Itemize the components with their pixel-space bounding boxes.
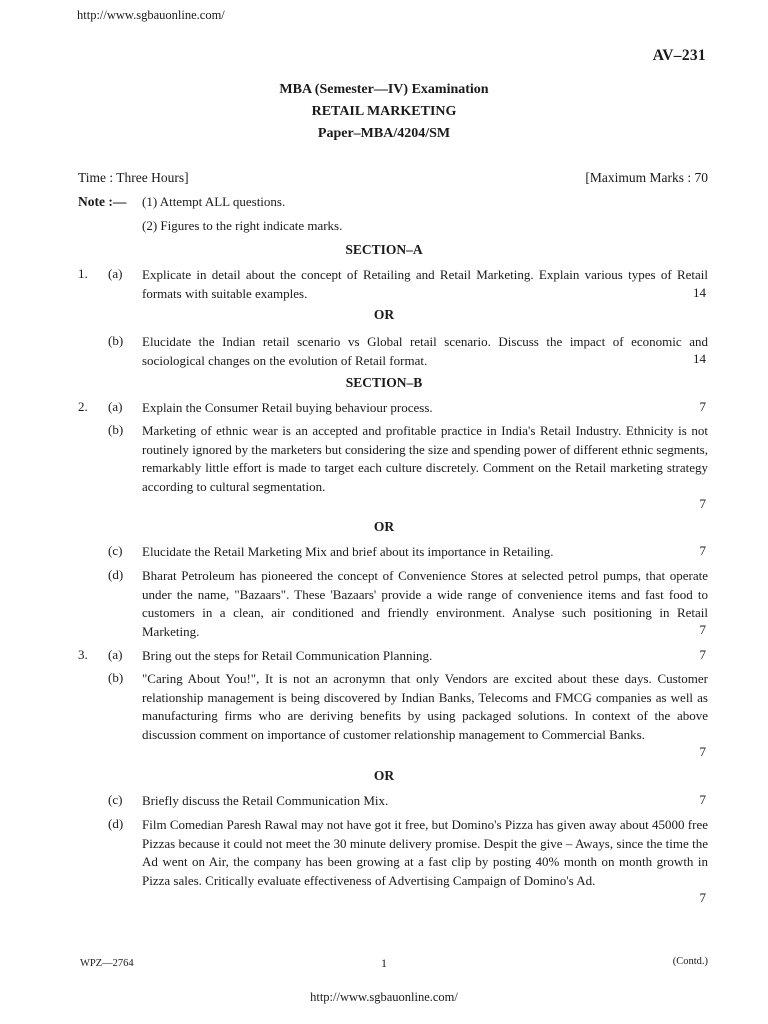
question-text: Explain the Consumer Retail buying behaviour process. [142, 400, 433, 415]
question-marks: 14 [693, 351, 706, 366]
question-marks: 14 [693, 285, 706, 300]
note-item: (1) Attempt ALL questions. [142, 194, 286, 209]
page-number: 1 [381, 956, 387, 970]
note-label: Note :— [78, 194, 127, 209]
question-text: Bharat Petroleum has pioneered the concept of Convenience Stores at selected petrol pumps, that operate under the name, "Bazaars". These 'Bazaars' provide a wide range of convenience items and fast food to customers in a clean, air conditioned and friendly environment. Analyse such positioning in Retail Marketing. [142, 568, 708, 639]
or-divider: OR [373, 307, 395, 322]
question-label: (b) [108, 333, 124, 348]
question-text: Elucidate the Indian retail scenario vs Global retail scenario. Discuss the impact of economic and sociological changes on the evolution of Retail format. [142, 334, 708, 368]
subject-title: RETAIL MARKETING [311, 104, 457, 119]
question-label: (a) [108, 647, 123, 662]
question-text: Explicate in detail about the concept of Retailing and Retail Marketing. Explain various types of Retail formats with suitable examples. [142, 267, 708, 301]
exam-title: MBA (Semester—IV) Examination [279, 82, 489, 97]
question-label: (d) [108, 816, 124, 831]
paper-code: AV–231 [652, 47, 706, 64]
question-number: 3. [78, 647, 88, 662]
question-marks: 7 [699, 647, 706, 662]
section-a-heading: SECTION–A [345, 242, 423, 257]
question-label: (b) [108, 422, 124, 437]
question-marks: 7 [699, 496, 706, 511]
question-marks: 7 [699, 543, 706, 558]
question-text: Film Comedian Paresh Rawal may not have got it free, but Domino's Pizza has given away about 45000 free Pizzas because it could not meet the 30 minute delivery promise. Despit the give – Aways, since the time the Ad went on Air, the company has been growing at a fast clip by posting 40% month on month growth in Pizza sales. Critically evaluate effectiveness of Advertising Campaign of Domino's Ad. [142, 817, 708, 888]
question-label: (c) [108, 543, 123, 558]
top-url: http://www.sgbauonline.com/ [77, 8, 225, 22]
question-number: 1. [78, 266, 88, 281]
or-divider: OR [373, 768, 395, 783]
question-number: 2. [78, 399, 88, 414]
maximum-marks: [Maximum Marks : 70 [585, 170, 708, 185]
question-text: "Caring About You!", It is not an acronymn that only Vendors are excited about these days. Customer relationship management is being discovered by Indian Banks, Telecoms and FMCG companies as well as manufacturing firms who are deriving benefits by using packaged solutions. In context of the above discussion comment on importance of customer relationship management to Commercial Banks. [142, 671, 708, 742]
question-marks: 7 [699, 622, 706, 637]
question-label: (c) [108, 792, 123, 807]
question-marks: 7 [699, 792, 706, 807]
question-text: Bring out the steps for Retail Communication Planning. [142, 648, 433, 663]
question-marks: 7 [699, 399, 706, 414]
question-label: (a) [108, 399, 123, 414]
or-divider: OR [373, 519, 395, 534]
question-label: (d) [108, 567, 124, 582]
question-label: (b) [108, 670, 124, 685]
question-text: Marketing of ethnic wear is an accepted and profitable practice in India's Retail Industry. Ethnicity is not routinely ignored by the marketers but considering the size and spending power of different ethnic segments, remarkably little effort is made to target each culture discretely. Comment on the Retail marketing strategy according to cultural segmentation. [142, 423, 708, 494]
time-allowed: Time : Three Hours] [78, 170, 189, 185]
question-marks: 7 [699, 890, 706, 905]
bottom-url: http://www.sgbauonline.com/ [310, 990, 458, 1004]
question-text: Briefly discuss the Retail Communication Mix. [142, 793, 389, 808]
question-marks: 7 [699, 744, 706, 759]
question-label: (a) [108, 266, 123, 281]
paper-title: Paper–MBA/4204/SM [317, 126, 451, 141]
footer-code: WPZ—2764 [80, 958, 134, 969]
note-item: (2) Figures to the right indicate marks. [142, 218, 343, 233]
continued-marker: (Contd.) [672, 956, 708, 967]
question-text: Elucidate the Retail Marketing Mix and brief about its importance in Retailing. [142, 544, 554, 559]
section-b-heading: SECTION–B [345, 375, 423, 390]
